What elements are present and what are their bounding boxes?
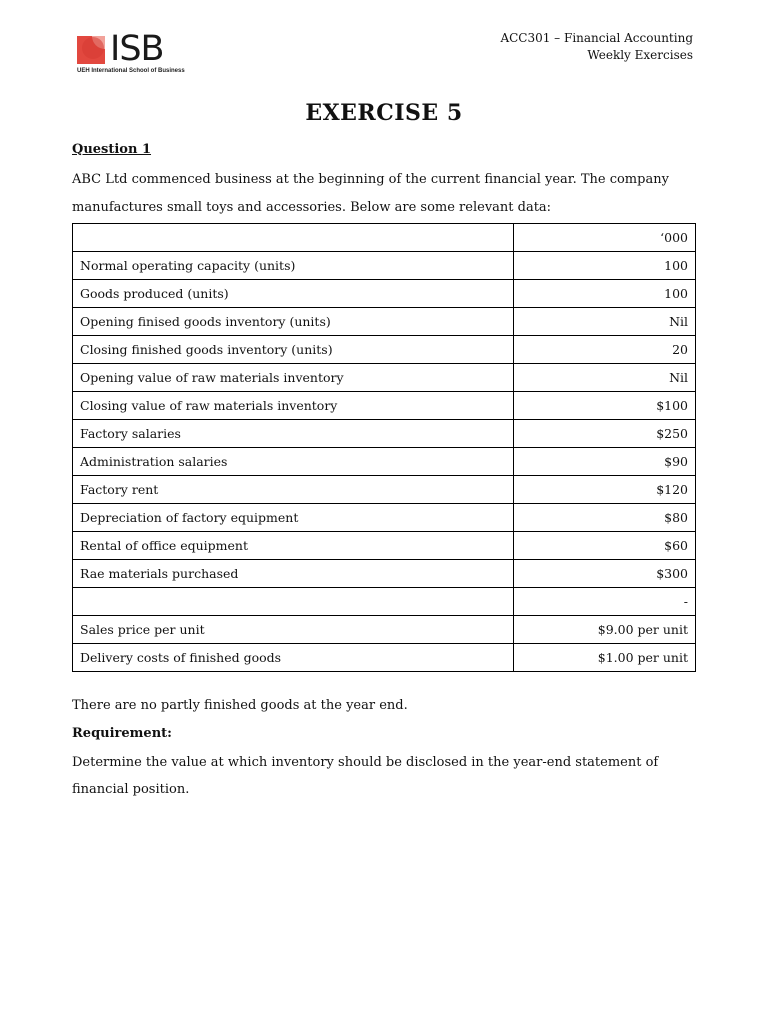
table-row-label: Closing finished goods inventory (units) [73,336,514,364]
table-row-value: $60 [514,532,696,560]
table-row-value: $300 [514,560,696,588]
page-title: EXERCISE 5 [305,100,463,126]
isb-logo [77,29,187,78]
data-table-body [73,224,696,672]
table-row-value: 20 [514,336,696,364]
logo-letters: ISB [110,29,164,69]
table-row-value: - [514,588,696,616]
table-row-label: Rae materials purchased [73,560,514,588]
question-label: Question 1 [72,142,152,157]
table-row-value: $100 [514,392,696,420]
table-row-value: $9.00 per unit [514,616,696,644]
table-row-label: Administration salaries [73,448,514,476]
requirement-text: Determine the value at which inventory should be disclosed in the year-end statement of financial position. [72,755,659,797]
table-row [73,560,696,588]
logo-tagline: UEH International School of Business [77,68,185,74]
table-row-label [73,588,514,616]
table-row [73,420,696,448]
table-row-label: Depreciation of factory equipment [73,504,514,532]
table-row-value: $80 [514,504,696,532]
data-table [72,223,696,672]
table-row [73,308,696,336]
table-row-label: Closing value of raw materials inventory [73,392,514,420]
table-row-value: 100 [514,252,696,280]
course-header [500,30,693,64]
question-intro: ABC Ltd commenced business at the beginning of the current financial year. The company manufactures small toys and accessories. Below are some relevant data: [72,172,669,215]
table-row [73,504,696,532]
requirement-label: Requirement: [72,726,172,741]
table-row-value: 100 [514,280,696,308]
table-row-label: Rental of office equipment [73,532,514,560]
table-row-value: $90 [514,448,696,476]
table-row-value: $120 [514,476,696,504]
table-header-label [73,224,514,252]
table-row-label: Goods produced (units) [73,280,514,308]
table-header-row [73,224,696,252]
table-row [73,280,696,308]
logo-mark-icon [77,36,105,64]
table-row-value: Nil [514,364,696,392]
table-row-value: Nil [514,308,696,336]
table-row-label: Delivery costs of finished goods [73,644,514,672]
table-row-label: Opening finised goods inventory (units) [73,308,514,336]
table-row-label: Sales price per unit [73,616,514,644]
table-row [73,448,696,476]
table-row-label: Opening value of raw materials inventory [73,364,514,392]
course-title: ACC301 – Financial Accounting [500,31,693,45]
table-row [73,588,696,616]
table-row [73,532,696,560]
table-row-label: Factory rent [73,476,514,504]
table-header-value: ‘000 [514,224,696,252]
table-row [73,644,696,672]
table-row [73,336,696,364]
course-subtitle: Weekly Exercises [587,48,693,62]
note-text: There are no partly finished goods at the year end. [72,698,408,713]
table-row [73,476,696,504]
table-row [73,616,696,644]
table-row [73,364,696,392]
table-row-label: Normal operating capacity (units) [73,252,514,280]
table-row-value: $1.00 per unit [514,644,696,672]
table-row [73,252,696,280]
table-row [73,392,696,420]
table-row-label: Factory salaries [73,420,514,448]
table-row-value: $250 [514,420,696,448]
